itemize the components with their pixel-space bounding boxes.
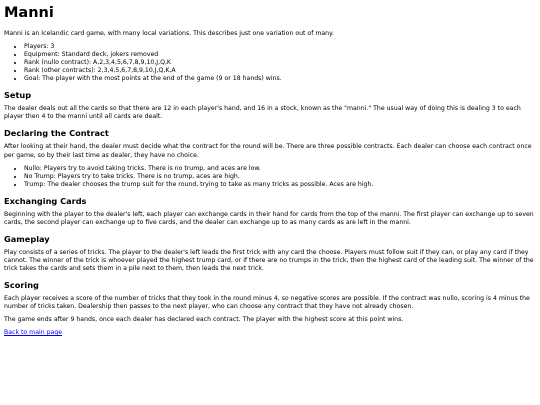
facts-list [4,43,536,83]
list-item: • Rank (nullo contract): A,2,3,4,5,6,7,8,9,10,J,Q,K [24,59,536,67]
list-item: • Trump: The dealer chooses the trump suit for the round, trying to take as many tricks as possible. Aces are high. [24,181,536,189]
contract-text: After looking at their hand, the dealer must decide what the contract for the round will be. There are three possible contracts. Each dealer can choose each contract once per game, so by their last time as dealer, they have no choice. [4,143,532,159]
list-item: • Players: 3 [24,43,536,51]
back-to-main-link[interactable]: Back to main page [4,329,63,337]
list-item: • Rank (other contracts): 2,3,4,5,6,7,8,9,10,J,Q,K,A [24,67,536,75]
scoring-heading: Scoring [4,280,39,291]
list-item: • No Trump: Players try to take tricks. There is no trump, aces are high. [24,173,536,181]
game-end-text: The game ends after 9 hands, once each dealer has declared each contract. The player with the highest score at this point wins. [4,316,404,324]
setup-text: The dealer deals out all the cards so that there are 12 in each player's hand, and 16 in a stock, known as the "manni." The usual way of doing this is dealing 3 to each player then 4 to the manni until all cards are dealt. [4,105,521,121]
list-item: • Equipment: Standard deck, jokers removed [24,51,536,59]
contract-heading: Declaring the Contract [4,128,109,139]
gameplay-heading: Gameplay [4,233,50,244]
setup-heading: Setup [4,90,32,101]
gameplay-text: Play consists of a series of tricks. The player to the dealer's left leads the first trick with any card the choose. Players must follow suit if they can, or play any card if they cannot. The winner of the trick is whoever played the highest trump card, or if there are no trumps in the trick, then the highest card of the leading suit. The winner of the trick takes the cards and sets them in a pile next to them, then leads the next trick. [4,248,534,273]
scoring-text: Each player receives a score of the number of tricks that they took in the round minus 4, so negative scores are possible. If the contract was nullo, scoring is 4 minus the number of tricks taken. Dealership then passes to the next player, who can choose any contract that they have not already chosen. [4,295,530,311]
intro-text: Manni is an Icelandic card game, with many local variations. This describes just one variation out of many. [4,29,334,37]
list-item: • Nullo: Players try to avoid taking tricks. There is no trump, and aces are low. [24,165,536,173]
exchanging-text: Beginning with the player to the dealer's left, each player can exchange cards in their hand for cards from the top of the manni. The first player can exchange up to seven cards, the second player can exchange up to five cards, and the dealer can exchange up to as many cards as are left in the manni. [4,210,534,226]
contract-list [4,165,536,189]
page-title: Manni [4,5,54,21]
exchanging-heading: Exchanging Cards [4,195,87,206]
list-item: • Goal: The player with the most points at the end of the game (9 or 18 hands) wins. [24,75,536,83]
